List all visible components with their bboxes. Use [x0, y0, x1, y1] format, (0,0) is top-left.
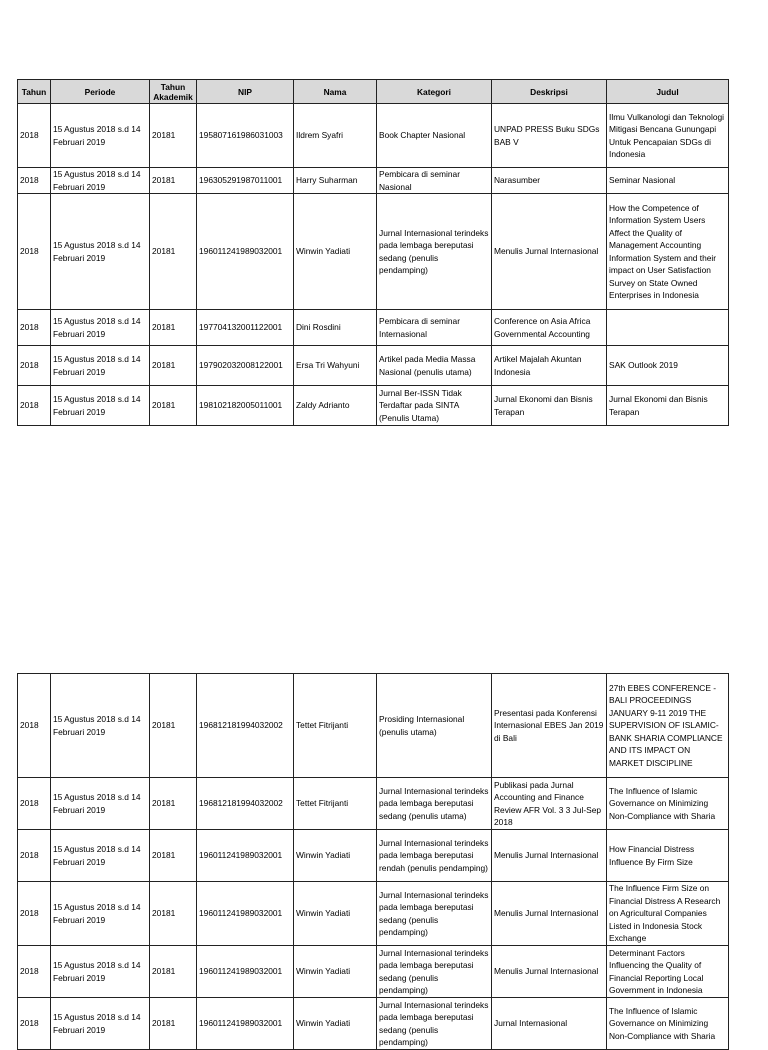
cell-kategori: Jurnal Internasional terindeks pada lembaga bereputasi rendah (penulis pendamping): [377, 830, 492, 882]
cell-judul: Determinant Factors Influencing the Quality of Financial Reporting Local Government in Indonesia: [607, 946, 729, 998]
cell-deskripsi: Menulis Jurnal Internasional: [492, 194, 607, 310]
header-judul: Judul: [607, 80, 729, 104]
cell-tahun: 2018: [18, 946, 51, 998]
cell-nama: Winwin Yadiati: [294, 882, 377, 946]
cell-nip: 196812181994032002: [197, 778, 294, 830]
cell-kategori: Jurnal Internasional terindeks pada lembaga bereputasi sedang (penulis pendamping): [377, 998, 492, 1050]
header-tahun: Tahun: [18, 80, 51, 104]
cell-tahun: 2018: [18, 386, 51, 426]
cell-deskripsi: UNPAD PRESS Buku SDGs BAB V: [492, 104, 607, 168]
cell-judul: The Influence Firm Size on Financial Distress A Research on Agricultural Companies Listed in Indonesia Stock Exchange: [607, 882, 729, 946]
cell-kategori: Pembicara di seminar Internasional: [377, 310, 492, 346]
cell-deskripsi: Presentasi pada Konferensi Internasional EBES Jan 2019 di Bali: [492, 674, 607, 778]
cell-judul: [607, 310, 729, 346]
cell-nama: Harry Suharman: [294, 168, 377, 194]
table-row: [18, 168, 729, 194]
header-nip: NIP: [197, 80, 294, 104]
header-tahun-akademik: Tahun Akademik: [150, 80, 197, 104]
table-row: [18, 778, 729, 830]
cell-kategori: Jurnal Internasional terindeks pada lembaga bereputasi sedang (penulis utama): [377, 778, 492, 830]
cell-periode: 15 Agustus 2018 s.d 14 Februari 2019: [51, 998, 150, 1050]
table-row: [18, 674, 729, 778]
cell-nama: Tettet Fitrijanti: [294, 674, 377, 778]
table-row: [18, 830, 729, 882]
cell-deskripsi: Publikasi pada Jurnal Accounting and Finance Review AFR Vol. 3 3 Jul-Sep 2018: [492, 778, 607, 830]
cell-periode: 15 Agustus 2018 s.d 14 Februari 2019: [51, 674, 150, 778]
header-kategori: Kategori: [377, 80, 492, 104]
cell-nama: Tettet Fitrijanti: [294, 778, 377, 830]
cell-tahun-akademik: 20181: [150, 310, 197, 346]
cell-nama: Winwin Yadiati: [294, 946, 377, 998]
cell-tahun-akademik: 20181: [150, 998, 197, 1050]
publication-table-top: [17, 79, 729, 426]
cell-tahun-akademik: 20181: [150, 882, 197, 946]
cell-tahun-akademik: 20181: [150, 346, 197, 386]
cell-judul: Ilmu Vulkanologi dan Teknologi Mitigasi Bencana Gunungapi Untuk Pencapaian SDGs di Indonesia: [607, 104, 729, 168]
cell-periode: 15 Agustus 2018 s.d 14 Februari 2019: [51, 346, 150, 386]
cell-periode: 15 Agustus 2018 s.d 14 Februari 2019: [51, 194, 150, 310]
cell-tahun: 2018: [18, 778, 51, 830]
cell-tahun-akademik: 20181: [150, 946, 197, 998]
cell-judul: 27th EBES CONFERENCE - BALI PROCEEDINGS JANUARY 9-11 2019 THE SUPERVISION OF ISLAMIC-BANK SHARIA COMPLIANCE AND ITS IMPACT ON MARKET DISCIPLINE: [607, 674, 729, 778]
cell-periode: 15 Agustus 2018 s.d 14 Februari 2019: [51, 830, 150, 882]
cell-judul: The Influence of Islamic Governance on Minimizing Non-Compliance with Sharia: [607, 778, 729, 830]
cell-periode: 15 Agustus 2018 s.d 14 Februari 2019: [51, 310, 150, 346]
cell-tahun: 2018: [18, 346, 51, 386]
publication-table-bottom: [17, 673, 729, 1050]
cell-kategori: Jurnal Internasional terindeks pada lembaga bereputasi sedang (penulis pendamping): [377, 882, 492, 946]
cell-periode: 15 Agustus 2018 s.d 14 Februari 2019: [51, 104, 150, 168]
cell-nip: 196812181994032002: [197, 674, 294, 778]
cell-judul: The Influence of Islamic Governance on Minimizing Non-Compliance with Sharia: [607, 998, 729, 1050]
cell-tahun-akademik: 20181: [150, 194, 197, 310]
cell-kategori: Jurnal Internasional terindeks pada lembaga bereputasi sedang (penulis pendamping): [377, 194, 492, 310]
cell-tahun: 2018: [18, 674, 51, 778]
cell-nama: Dini Rosdini: [294, 310, 377, 346]
cell-nip: 196011241989032001: [197, 882, 294, 946]
cell-judul: Jurnal Ekonomi dan Bisnis Terapan: [607, 386, 729, 426]
cell-tahun-akademik: 20181: [150, 674, 197, 778]
cell-judul: Seminar Nasional: [607, 168, 729, 194]
table-row: [18, 882, 729, 946]
cell-kategori: Jurnal Internasional terindeks pada lembaga bereputasi sedang (penulis pendamping): [377, 946, 492, 998]
cell-judul: SAK Outlook 2019: [607, 346, 729, 386]
cell-tahun-akademik: 20181: [150, 104, 197, 168]
cell-nip: 195807161986031003: [197, 104, 294, 168]
cell-kategori: Book Chapter Nasional: [377, 104, 492, 168]
table-row: [18, 310, 729, 346]
cell-deskripsi: Conference on Asia Africa Governmental Accounting: [492, 310, 607, 346]
cell-nip: 196305291987011001: [197, 168, 294, 194]
table-row: [18, 346, 729, 386]
cell-nip: 197704132001122001: [197, 310, 294, 346]
cell-periode: 15 Agustus 2018 s.d 14 Februari 2019: [51, 386, 150, 426]
cell-nama: Ildrem Syafri: [294, 104, 377, 168]
cell-tahun-akademik: 20181: [150, 386, 197, 426]
cell-nip: 196011241989032001: [197, 946, 294, 998]
cell-deskripsi: Artikel Majalah Akuntan Indonesia: [492, 346, 607, 386]
cell-deskripsi: Jurnal Internasional: [492, 998, 607, 1050]
cell-tahun-akademik: 20181: [150, 778, 197, 830]
cell-tahun: 2018: [18, 194, 51, 310]
cell-periode: 15 Agustus 2018 s.d 14 Februari 2019: [51, 882, 150, 946]
cell-tahun: 2018: [18, 830, 51, 882]
cell-nip: 196011241989032001: [197, 194, 294, 310]
cell-nip: 196011241989032001: [197, 998, 294, 1050]
cell-nama: Zaldy Adrianto: [294, 386, 377, 426]
cell-deskripsi: Menulis Jurnal Internasional: [492, 830, 607, 882]
cell-tahun: 2018: [18, 998, 51, 1050]
cell-tahun: 2018: [18, 310, 51, 346]
table-row: [18, 386, 729, 426]
cell-tahun-akademik: 20181: [150, 168, 197, 194]
cell-kategori: Prosiding Internasional (penulis utama): [377, 674, 492, 778]
cell-tahun-akademik: 20181: [150, 830, 197, 882]
cell-tahun: 2018: [18, 104, 51, 168]
cell-nama: Winwin Yadiati: [294, 998, 377, 1050]
cell-deskripsi: Menulis Jurnal Internasional: [492, 946, 607, 998]
cell-kategori: Artikel pada Media Massa Nasional (penulis utama): [377, 346, 492, 386]
cell-deskripsi: Jurnal Ekonomi dan Bisnis Terapan: [492, 386, 607, 426]
cell-nip: 198102182005011001: [197, 386, 294, 426]
header-row: [18, 80, 729, 104]
table-row: [18, 104, 729, 168]
cell-kategori: Jurnal Ber-ISSN Tidak Terdaftar pada SINTA (Penulis Utama): [377, 386, 492, 426]
cell-periode: 15 Agustus 2018 s.d 14 Februari 2019: [51, 778, 150, 830]
cell-deskripsi: Menulis Jurnal Internasional: [492, 882, 607, 946]
cell-nama: Winwin Yadiati: [294, 194, 377, 310]
header-nama: Nama: [294, 80, 377, 104]
cell-deskripsi: Narasumber: [492, 168, 607, 194]
cell-nama: Winwin Yadiati: [294, 830, 377, 882]
header-periode: Periode: [51, 80, 150, 104]
header-deskripsi: Deskripsi: [492, 80, 607, 104]
cell-judul: How Financial Distress Influence By Firm Size: [607, 830, 729, 882]
cell-nama: Ersa Tri Wahyuni: [294, 346, 377, 386]
cell-nip: 196011241989032001: [197, 830, 294, 882]
cell-periode: 15 Agustus 2018 s.d 14 Februari 2019: [51, 168, 150, 194]
table-row: [18, 194, 729, 310]
table-row: [18, 946, 729, 998]
cell-nip: 197902032008122001: [197, 346, 294, 386]
cell-tahun: 2018: [18, 882, 51, 946]
cell-judul: How the Competence of Information System Users Affect the Quality of Management Accounting Information System and their impact on User Satisfaction Survey on State Owned Enterprises in Indonesia: [607, 194, 729, 310]
cell-tahun: 2018: [18, 168, 51, 194]
cell-kategori: Pembicara di seminar Nasional: [377, 168, 492, 194]
cell-periode: 15 Agustus 2018 s.d 14 Februari 2019: [51, 946, 150, 998]
